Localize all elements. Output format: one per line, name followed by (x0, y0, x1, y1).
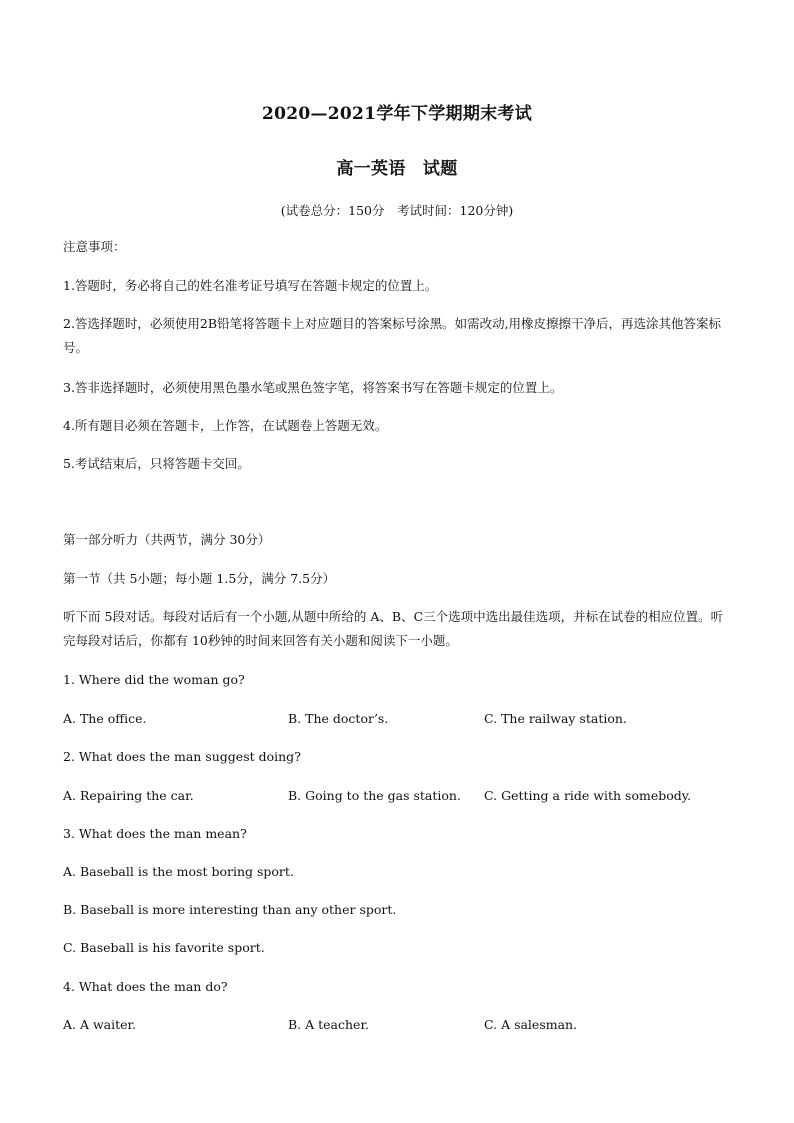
section1-heading: 第一节（共 5小题；每小题 1.5分，满分 7.5分） (63, 571, 336, 586)
question-option: B. Baseball is more interesting than any other sport. (63, 902, 397, 917)
question-stem: 1. Where did the woman go? (63, 672, 245, 687)
question-option: B. Going to the gas station. (288, 788, 461, 803)
exam-info: (试卷总分：150分 考试时间：120分钟) (280, 203, 514, 218)
question-option: B. A teacher. (288, 1017, 370, 1032)
question-option: C. Getting a ride with somebody. (484, 788, 692, 803)
question-stem: 4. What does the man do? (63, 979, 228, 994)
question-stem: 2. What does the man suggest doing? (63, 749, 301, 764)
notice-heading: 注意事项： (63, 239, 126, 254)
notice-item: 5.考试结束后，只将答题卡交回。 (63, 456, 250, 471)
question-option: C. The railway station. (484, 711, 627, 726)
question-option: C. A salesman. (484, 1017, 578, 1032)
question-option: B. The doctor’s. (288, 711, 389, 726)
question-option: A. The office. (63, 711, 147, 726)
paper-title: 高一英语 试题 (336, 159, 458, 179)
question-option: A. Repairing the car. (63, 788, 194, 803)
section1-instructions: 听下而 5段对话。每段对话后有一个小题,从题中所给的 A、B、C三个选项中选出最佳选项，并标在试卷的相应位置。听完每段对话后，你都有 10秒钟的时间来回答有关小题和阅读下一小题。 (63, 609, 724, 648)
notice-item: 4.所有题目必须在答题卡，上作答，在试题卷上答题无效。 (63, 418, 388, 433)
question-option: A. A waiter. (63, 1017, 137, 1032)
question-option: C. Baseball is his favorite sport. (63, 940, 265, 955)
exam-title: 2020—2021学年下学期期末考试 (261, 104, 533, 124)
question-option: A. Baseball is the most boring sport. (63, 864, 294, 879)
part1-heading: 第一部分听力（共两节，满分 30分） (63, 532, 271, 547)
notice-item: 2.答选择题时，必须使用2B铅笔将答题卡上对应题目的答案标号涂黑。如需改动,用橡皮擦擦干净后，再选涂其他答案标号。 (63, 316, 722, 355)
question-stem: 3. What does the man mean? (63, 826, 247, 841)
notice-item: 3.答非选择题时，必须使用黑色墨水笔或黑色签字笔，将答案书写在答题卡规定的位置上。 (63, 380, 563, 395)
notice-item: 1.答题时，务必将自己的姓名准考证号填写在答题卡规定的位置上。 (63, 278, 438, 293)
